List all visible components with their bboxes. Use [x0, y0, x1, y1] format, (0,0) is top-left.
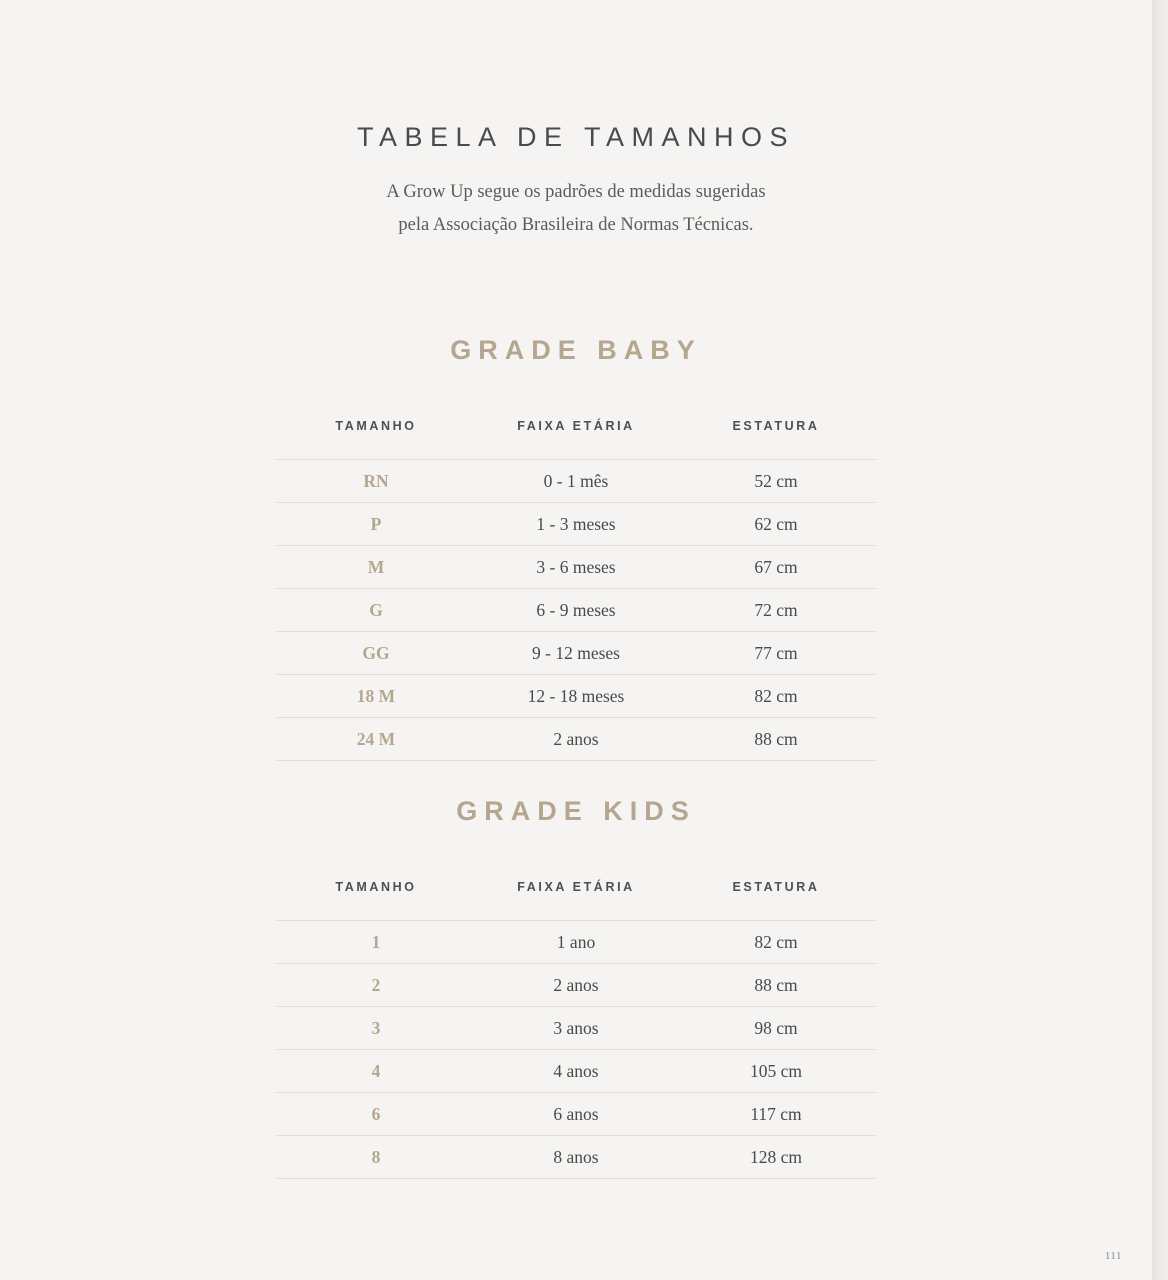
cell-size: P — [276, 503, 476, 546]
table-row — [276, 1007, 876, 1050]
table-row — [276, 921, 876, 964]
cell-age: 6 anos — [476, 1093, 676, 1136]
cell-age: 9 - 12 meses — [476, 632, 676, 675]
table-header-row — [276, 879, 876, 921]
cell-age: 2 anos — [476, 718, 676, 761]
table-grade-baby — [276, 418, 876, 761]
table-row — [276, 1093, 876, 1136]
cell-size: 18 M — [276, 675, 476, 718]
table-head-grade-baby — [276, 418, 876, 460]
cell-age: 6 - 9 meses — [476, 589, 676, 632]
cell-height: 98 cm — [676, 1007, 876, 1050]
cell-size: 3 — [276, 1007, 476, 1050]
cell-age: 3 anos — [476, 1007, 676, 1050]
column-header-faixa-etaria: FAIXA ETÁRIA — [517, 419, 635, 433]
cell-age: 2 anos — [476, 964, 676, 1007]
cell-size: M — [276, 546, 476, 589]
table-row — [276, 718, 876, 761]
table-row — [276, 589, 876, 632]
section-title-grade-baby: GRADE BABY — [450, 335, 702, 365]
cell-height: 88 cm — [676, 718, 876, 761]
section-grade-baby — [0, 335, 1152, 761]
column-header-faixa-etaria: FAIXA ETÁRIA — [517, 880, 635, 894]
table-row — [276, 964, 876, 1007]
section-title-grade-kids: GRADE KIDS — [456, 796, 696, 826]
cell-size: 1 — [276, 921, 476, 964]
table-row — [276, 675, 876, 718]
cell-size: 6 — [276, 1093, 476, 1136]
cell-height: 82 cm — [676, 675, 876, 718]
cell-size: 4 — [276, 1050, 476, 1093]
table-row — [276, 1050, 876, 1093]
cell-height: 72 cm — [676, 589, 876, 632]
cell-height: 77 cm — [676, 632, 876, 675]
cell-age: 4 anos — [476, 1050, 676, 1093]
table-row — [276, 460, 876, 503]
cell-age: 1 ano — [476, 921, 676, 964]
table-row — [276, 1136, 876, 1179]
intro-text — [0, 176, 1152, 242]
table-body-grade-baby — [276, 460, 876, 761]
page-number: 111 — [1104, 1250, 1122, 1262]
cell-height: 117 cm — [676, 1093, 876, 1136]
cell-size: G — [276, 589, 476, 632]
cell-height: 88 cm — [676, 964, 876, 1007]
intro-line-2: pela Associação Brasileira de Normas Técnicas. — [398, 214, 754, 235]
page-title: TABELA DE TAMANHOS — [356, 122, 796, 153]
cell-size: GG — [276, 632, 476, 675]
table-body-grade-kids — [276, 921, 876, 1179]
cell-age: 3 - 6 meses — [476, 546, 676, 589]
cell-size: 8 — [276, 1136, 476, 1179]
cell-height: 52 cm — [676, 460, 876, 503]
table-grade-kids — [276, 879, 876, 1179]
table-row — [276, 632, 876, 675]
column-header-estatura: ESTATURA — [732, 419, 820, 433]
cell-height: 82 cm — [676, 921, 876, 964]
cell-height: 67 cm — [676, 546, 876, 589]
cell-size: 24 M — [276, 718, 476, 761]
intro-line-1: A Grow Up segue os padrões de medidas sugeridas — [386, 182, 766, 202]
cell-age: 12 - 18 meses — [476, 675, 676, 718]
table-header-row — [276, 418, 876, 460]
cell-height: 105 cm — [676, 1050, 876, 1093]
section-grade-kids — [0, 796, 1152, 1179]
cell-size: 2 — [276, 964, 476, 1007]
column-header-tamanho: TAMANHO — [335, 880, 417, 894]
cell-size: RN — [276, 460, 476, 503]
table-row — [276, 546, 876, 589]
column-header-tamanho: TAMANHO — [335, 419, 417, 433]
cell-height: 128 cm — [676, 1136, 876, 1179]
table-row — [276, 503, 876, 546]
page-edge-shadow — [1152, 0, 1168, 1280]
table-head-grade-kids — [276, 879, 876, 921]
cell-height: 62 cm — [676, 503, 876, 546]
cell-age: 0 - 1 mês — [476, 460, 676, 503]
cell-age: 8 anos — [476, 1136, 676, 1179]
column-header-estatura: ESTATURA — [732, 880, 820, 894]
cell-age: 1 - 3 meses — [476, 503, 676, 546]
